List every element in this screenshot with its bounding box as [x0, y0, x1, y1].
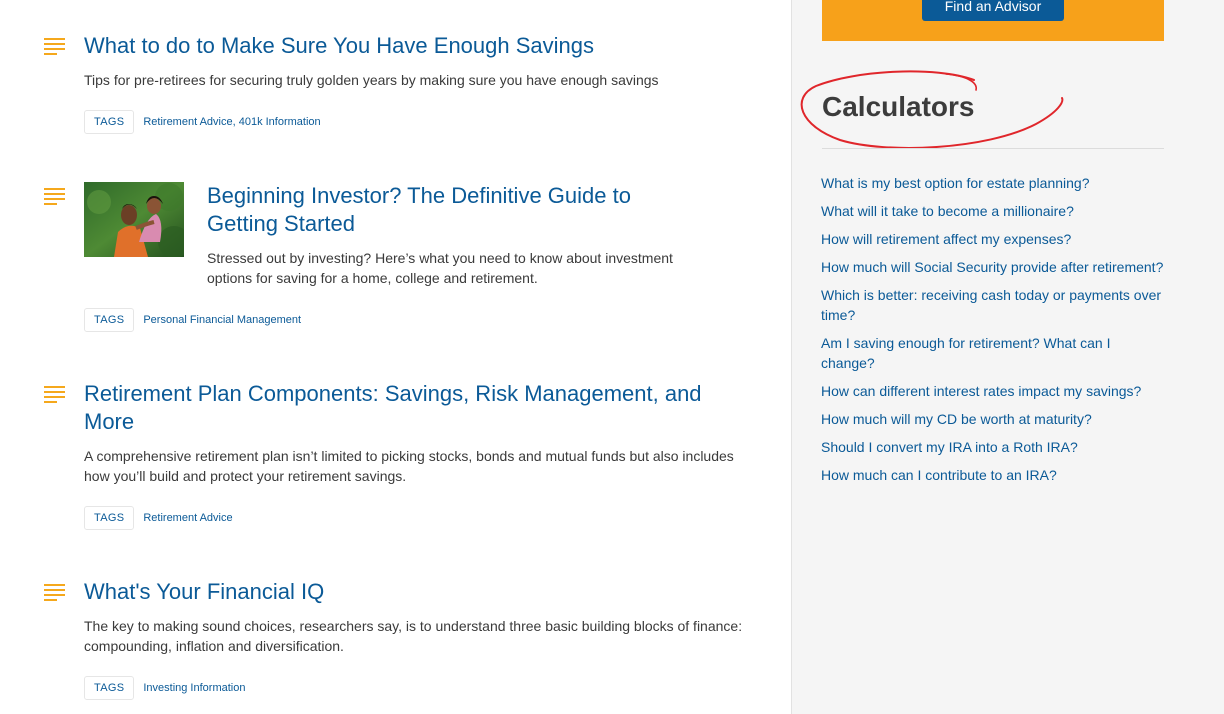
calculator-link[interactable]: How much can I contribute to an IRA? [821, 467, 1057, 483]
calculator-link[interactable]: How will retirement affect my expenses? [821, 231, 1072, 247]
find-advisor-button[interactable]: Find an Advisor [922, 0, 1064, 21]
tags-label: TAGS [84, 506, 134, 530]
calculator-link[interactable]: How much will Social Security provide after retirement? [821, 259, 1164, 275]
calculators-divider [822, 148, 1164, 149]
article-title[interactable]: Beginning Investor? The Definitive Guide to Getting Started [207, 183, 631, 236]
calculator-link[interactable]: How can different interest rates impact my savings? [821, 383, 1142, 399]
article-lines-icon [44, 386, 65, 404]
tags-label: TAGS [84, 308, 134, 332]
article-description: The key to making sound choices, researchers say, is to understand three basic building blocks of finance: compounding, inflation and diversification. [84, 618, 743, 654]
article-lines-icon [44, 38, 65, 56]
calculator-link[interactable]: Am I saving enough for retirement? What can I change? [821, 335, 1111, 371]
article-thumbnail-image [84, 182, 184, 257]
tags-label: TAGS [84, 110, 134, 134]
tags-links[interactable]: Retirement Advice, 401k Information [143, 116, 321, 128]
calculator-link[interactable]: Should I convert my IRA into a Roth IRA? [821, 439, 1078, 455]
article-description: A comprehensive retirement plan isn’t limited to picking stocks, bonds and mutual funds but also includes how you’ll build and protect your retirement savings. [84, 448, 734, 484]
calculator-link[interactable]: Which is better: receiving cash today or payments over time? [821, 287, 1162, 323]
article-lines-icon [44, 584, 65, 602]
find-advisor-panel [822, 0, 1164, 41]
calculators-heading: Calculators [822, 91, 975, 122]
calculator-link[interactable]: How much will my CD be worth at maturity? [821, 411, 1092, 427]
article-description: Tips for pre-retirees for securing truly golden years by making sure you have enough savings [84, 72, 659, 88]
calculator-link[interactable]: What will it take to become a millionaire? [821, 203, 1074, 219]
calculator-link[interactable]: What is my best option for estate planning? [821, 175, 1090, 191]
article-thumbnail[interactable] [84, 182, 184, 257]
article-lines-icon [44, 188, 65, 206]
article-tags [84, 506, 233, 530]
article-tags [84, 308, 301, 332]
article-description: Stressed out by investing? Here’s what you need to know about investment options for saving for a home, college and retirement. [207, 250, 673, 286]
article-tags [84, 676, 245, 700]
tags-links[interactable]: Investing Information [143, 682, 246, 694]
article-tags [84, 110, 321, 134]
tags-links[interactable]: Retirement Advice [143, 512, 233, 524]
tags-links[interactable]: Personal Financial Management [143, 314, 302, 326]
calculators-list [821, 173, 1167, 493]
article-title[interactable]: What's Your Financial IQ [84, 579, 325, 604]
article-title[interactable]: Retirement Plan Components: Savings, Risk Management, and More [84, 381, 702, 434]
tags-label: TAGS [84, 676, 134, 700]
article-title[interactable]: What to do to Make Sure You Have Enough Savings [84, 33, 594, 58]
